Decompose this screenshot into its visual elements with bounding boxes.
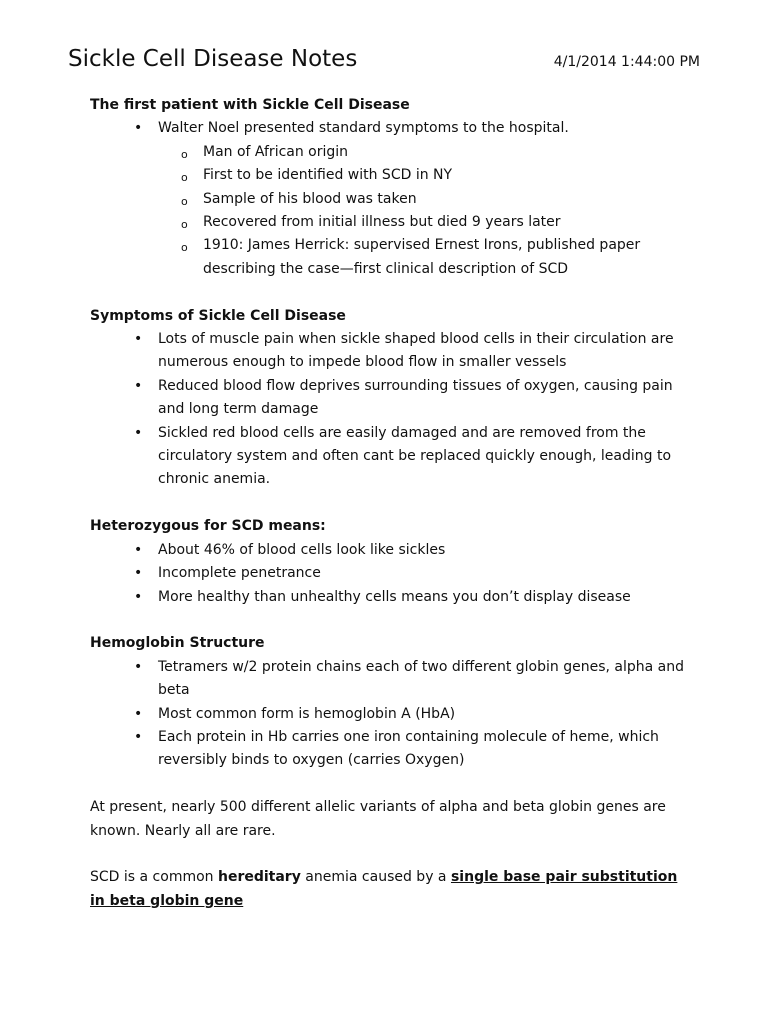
list-item: • Most common form is hemoglobin A (HbA): [90, 703, 690, 726]
underlined-phrase: single base pair substitution in beta globin gene: [90, 869, 678, 909]
paragraph-scd-summary: SCD is a common hereditary anemia caused by a single base pair substitution in beta globin gene: [90, 869, 678, 909]
section-hemoglobin: [90, 632, 690, 772]
section-heading: Hemoglobin Structure: [90, 635, 265, 652]
list-item: • Each protein in Hb carries one iron containing molecule of heme, which reversibly binds to oxygen (carries Oxygen): [90, 726, 690, 773]
list-item: • Walter Noel presented standard symptoms to the hospital.: [90, 117, 690, 140]
list-item: • More healthy than unhealthy cells means you don’t display disease: [90, 586, 690, 609]
document-body: [90, 94, 690, 937]
section-heterozygous: [90, 515, 690, 609]
sub-list-item: o 1910: James Herrick: supervised Ernest Irons, published paper describing the case—first clinical description of SCD: [90, 234, 690, 281]
list-item: • Tetramers w/2 protein chains each of two different globin genes, alpha and beta: [90, 656, 690, 703]
bold-term: hereditary: [217, 869, 301, 886]
sub-list-item: o Man of African origin: [90, 141, 690, 164]
section-heading: Symptoms of Sickle Cell Disease: [90, 307, 346, 324]
sub-list-item: o Sample of his blood was taken: [90, 188, 690, 211]
paragraph-allelic-variants: At present, nearly 500 different allelic variants of alpha and beta globin genes are known. Nearly all are rare.: [90, 799, 666, 839]
list-item: • About 46% of blood cells look like sickles: [90, 539, 690, 562]
sub-list-item: o Recovered from initial illness but died 9 years later: [90, 211, 690, 234]
list-item: • Sickled red blood cells are easily damaged and are removed from the circulatory system and often cant be replaced quickly enough, leading to chronic anemia.: [90, 422, 690, 492]
section-first-patient: [90, 94, 690, 281]
section-heading: Heterozygous for SCD means:: [90, 518, 326, 535]
list-item: • Incomplete penetrance: [90, 562, 690, 585]
list-item: • Lots of muscle pain when sickle shaped blood cells in their circulation are numerous enough to impede blood flow in smaller vessels: [90, 328, 690, 375]
page-title: Sickle Cell Disease Notes: [68, 46, 358, 72]
section-heading: The first patient with Sickle Cell Disease: [90, 97, 410, 113]
list-item: • Reduced blood flow deprives surrounding tissues of oxygen, causing pain and long term damage: [90, 375, 690, 422]
document-date: 4/1/2014 1:44:00 PM: [553, 54, 700, 70]
sub-list-item: o First to be identified with SCD in NY: [90, 164, 690, 187]
section-symptoms: [90, 305, 690, 492]
